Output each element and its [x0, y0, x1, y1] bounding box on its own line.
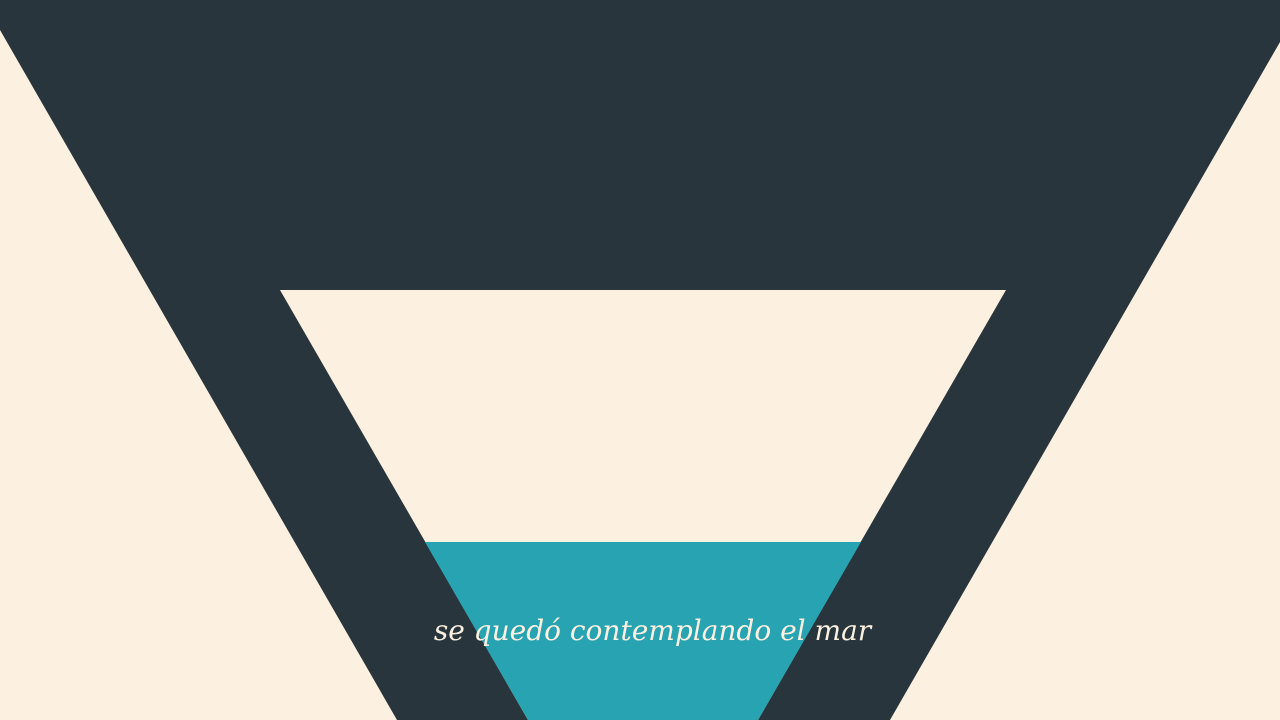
caption-text: se quedó contemplando el mar — [433, 614, 872, 647]
